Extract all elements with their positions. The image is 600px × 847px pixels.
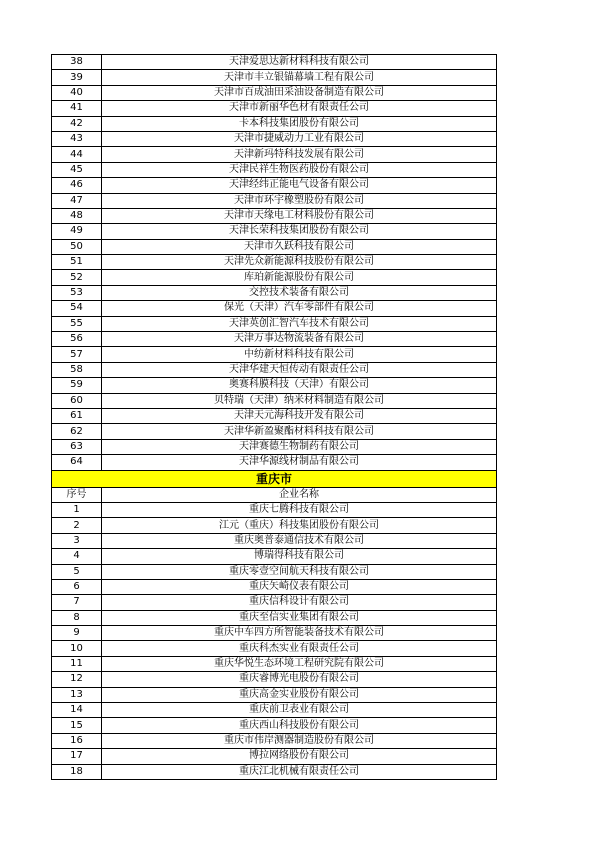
- table-row: [52, 564, 497, 579]
- table-row: [52, 502, 497, 517]
- table-row: [52, 131, 497, 146]
- column-header-company-name: 企业名称: [102, 487, 497, 502]
- table-row: [52, 393, 497, 408]
- table-row: [52, 239, 497, 254]
- company-name: 重庆中车四方所智能装备技术有限公司: [102, 626, 497, 641]
- row-number: 2: [52, 518, 102, 533]
- table-row: [52, 595, 497, 610]
- row-number: 50: [52, 239, 102, 254]
- row-number: 41: [52, 101, 102, 116]
- table-row: [52, 672, 497, 687]
- company-name: 重庆奥普泰通信技术有限公司: [102, 533, 497, 548]
- company-name: 重庆前卫表业有限公司: [102, 703, 497, 718]
- company-name: 重庆信科设计有限公司: [102, 595, 497, 610]
- row-number: 13: [52, 687, 102, 702]
- table-row: [52, 162, 497, 177]
- company-name: 交控技术装备有限公司: [102, 285, 497, 300]
- row-number: 8: [52, 610, 102, 625]
- column-header-number: 序号: [52, 487, 102, 502]
- table-row: [52, 255, 497, 270]
- row-number: 43: [52, 131, 102, 146]
- company-name: 天津市捷威动力工业有限公司: [102, 131, 497, 146]
- column-header-row: [52, 487, 497, 502]
- table-row: [52, 641, 497, 656]
- company-name: 重庆七腾科技有限公司: [102, 502, 497, 517]
- table-row: [52, 332, 497, 347]
- company-name: 江元（重庆）科技集团股份有限公司: [102, 518, 497, 533]
- company-name: 博拉网络股份有限公司: [102, 749, 497, 764]
- company-name: 天津经纬正能电气设备有限公司: [102, 178, 497, 193]
- table-row: [52, 70, 497, 85]
- company-name: 天津市久跃科技有限公司: [102, 239, 497, 254]
- company-name: 卡本科技集团股份有限公司: [102, 116, 497, 131]
- row-number: 52: [52, 270, 102, 285]
- row-number: 9: [52, 626, 102, 641]
- table-row: [52, 147, 497, 162]
- row-number: 17: [52, 749, 102, 764]
- row-number: 14: [52, 703, 102, 718]
- table-row: [52, 55, 497, 70]
- table-row: [52, 703, 497, 718]
- row-number: 63: [52, 439, 102, 454]
- table-row: [52, 408, 497, 423]
- company-name: 天津新玛特科技发展有限公司: [102, 147, 497, 162]
- row-number: 58: [52, 362, 102, 377]
- table-row: [52, 656, 497, 671]
- row-number: 45: [52, 162, 102, 177]
- row-number: 40: [52, 85, 102, 100]
- company-name: 天津万事达物流装备有限公司: [102, 332, 497, 347]
- company-name: 天津先众新能源科技股份有限公司: [102, 255, 497, 270]
- table-row: [52, 764, 497, 779]
- row-number: 48: [52, 208, 102, 223]
- row-number: 10: [52, 641, 102, 656]
- table-row: [52, 224, 497, 239]
- table-row: [52, 378, 497, 393]
- row-number: 42: [52, 116, 102, 131]
- row-number: 44: [52, 147, 102, 162]
- table-row: [52, 424, 497, 439]
- row-number: 11: [52, 656, 102, 671]
- table-row: [52, 85, 497, 100]
- table-row: [52, 193, 497, 208]
- company-name: 天津赛德生物制药有限公司: [102, 439, 497, 454]
- row-number: 51: [52, 255, 102, 270]
- company-name: 天津市丰立银锚幕墙工程有限公司: [102, 70, 497, 85]
- company-name: 天津民祥生物医药股份有限公司: [102, 162, 497, 177]
- table-row: [52, 533, 497, 548]
- table-row: [52, 626, 497, 641]
- table-row: [52, 439, 497, 454]
- company-list-table: [51, 54, 497, 780]
- company-name: 天津天元海科技开发有限公司: [102, 408, 497, 423]
- table-row: [52, 549, 497, 564]
- row-number: 4: [52, 549, 102, 564]
- row-number: 61: [52, 408, 102, 423]
- company-name: 重庆华悦生态环境工程研究院有限公司: [102, 656, 497, 671]
- section-title: 重庆市: [52, 470, 497, 487]
- row-number: 47: [52, 193, 102, 208]
- row-number: 1: [52, 502, 102, 517]
- company-name: 保光（天津）汽车零部件有限公司: [102, 301, 497, 316]
- company-name: 天津市新丽华色材有限责任公司: [102, 101, 497, 116]
- company-name: 重庆至信实业集团有限公司: [102, 610, 497, 625]
- table-row: [52, 733, 497, 748]
- company-name: 重庆零壹空间航天科技有限公司: [102, 564, 497, 579]
- row-number: 38: [52, 55, 102, 70]
- row-number: 16: [52, 733, 102, 748]
- company-name: 天津英创汇智汽车技术有限公司: [102, 316, 497, 331]
- row-number: 3: [52, 533, 102, 548]
- company-name: 天津华新盈聚酯材料科技有限公司: [102, 424, 497, 439]
- table-row: [52, 518, 497, 533]
- company-name: 库珀新能源股份有限公司: [102, 270, 497, 285]
- row-number: 5: [52, 564, 102, 579]
- row-number: 39: [52, 70, 102, 85]
- table-row: [52, 101, 497, 116]
- section-title-row: [52, 470, 497, 487]
- row-number: 53: [52, 285, 102, 300]
- table-row: [52, 610, 497, 625]
- company-name: 天津市环宇橡塑股份有限公司: [102, 193, 497, 208]
- table-row: [52, 362, 497, 377]
- chongqing-section: [52, 470, 497, 502]
- table-row: [52, 347, 497, 362]
- table-row: [52, 316, 497, 331]
- company-name: 博瑞得科技有限公司: [102, 549, 497, 564]
- row-number: 7: [52, 595, 102, 610]
- row-number: 15: [52, 718, 102, 733]
- company-name: 重庆科杰实业有限责任公司: [102, 641, 497, 656]
- company-name: 天津爱思达新材料科技有限公司: [102, 55, 497, 70]
- row-number: 56: [52, 332, 102, 347]
- table-row: [52, 208, 497, 223]
- row-number: 59: [52, 378, 102, 393]
- row-number: 64: [52, 455, 102, 470]
- tianjin-rows: [52, 55, 497, 471]
- table-row: [52, 718, 497, 733]
- company-name: 重庆高金实业股份有限公司: [102, 687, 497, 702]
- table-row: [52, 178, 497, 193]
- chongqing-rows: [52, 502, 497, 779]
- row-number: 60: [52, 393, 102, 408]
- table-row: [52, 687, 497, 702]
- company-name: 天津市天缘电工材料股份有限公司: [102, 208, 497, 223]
- table-row: [52, 455, 497, 470]
- company-name: 贝特瑞（天津）纳米材料制造有限公司: [102, 393, 497, 408]
- table-row: [52, 270, 497, 285]
- row-number: 6: [52, 579, 102, 594]
- company-name: 天津长荣科技集团股份有限公司: [102, 224, 497, 239]
- company-name: 天津华建天恒传动有限责任公司: [102, 362, 497, 377]
- table-row: [52, 579, 497, 594]
- company-name: 奥赛科膜科技（天津）有限公司: [102, 378, 497, 393]
- row-number: 57: [52, 347, 102, 362]
- row-number: 62: [52, 424, 102, 439]
- row-number: 18: [52, 764, 102, 779]
- table-row: [52, 116, 497, 131]
- company-name: 重庆市伟岸测器制造股份有限公司: [102, 733, 497, 748]
- row-number: 46: [52, 178, 102, 193]
- company-name: 重庆睿博光电股份有限公司: [102, 672, 497, 687]
- row-number: 55: [52, 316, 102, 331]
- company-name: 重庆江北机械有限责任公司: [102, 764, 497, 779]
- company-name: 天津市百成油田采油设备制造有限公司: [102, 85, 497, 100]
- company-name: 天津华源线材制品有限公司: [102, 455, 497, 470]
- table-row: [52, 749, 497, 764]
- company-name: 重庆矢崎仪表有限公司: [102, 579, 497, 594]
- row-number: 12: [52, 672, 102, 687]
- company-name: 重庆西山科技股份有限公司: [102, 718, 497, 733]
- table-row: [52, 301, 497, 316]
- table-row: [52, 285, 497, 300]
- row-number: 49: [52, 224, 102, 239]
- row-number: 54: [52, 301, 102, 316]
- company-name: 中纺新材料科技有限公司: [102, 347, 497, 362]
